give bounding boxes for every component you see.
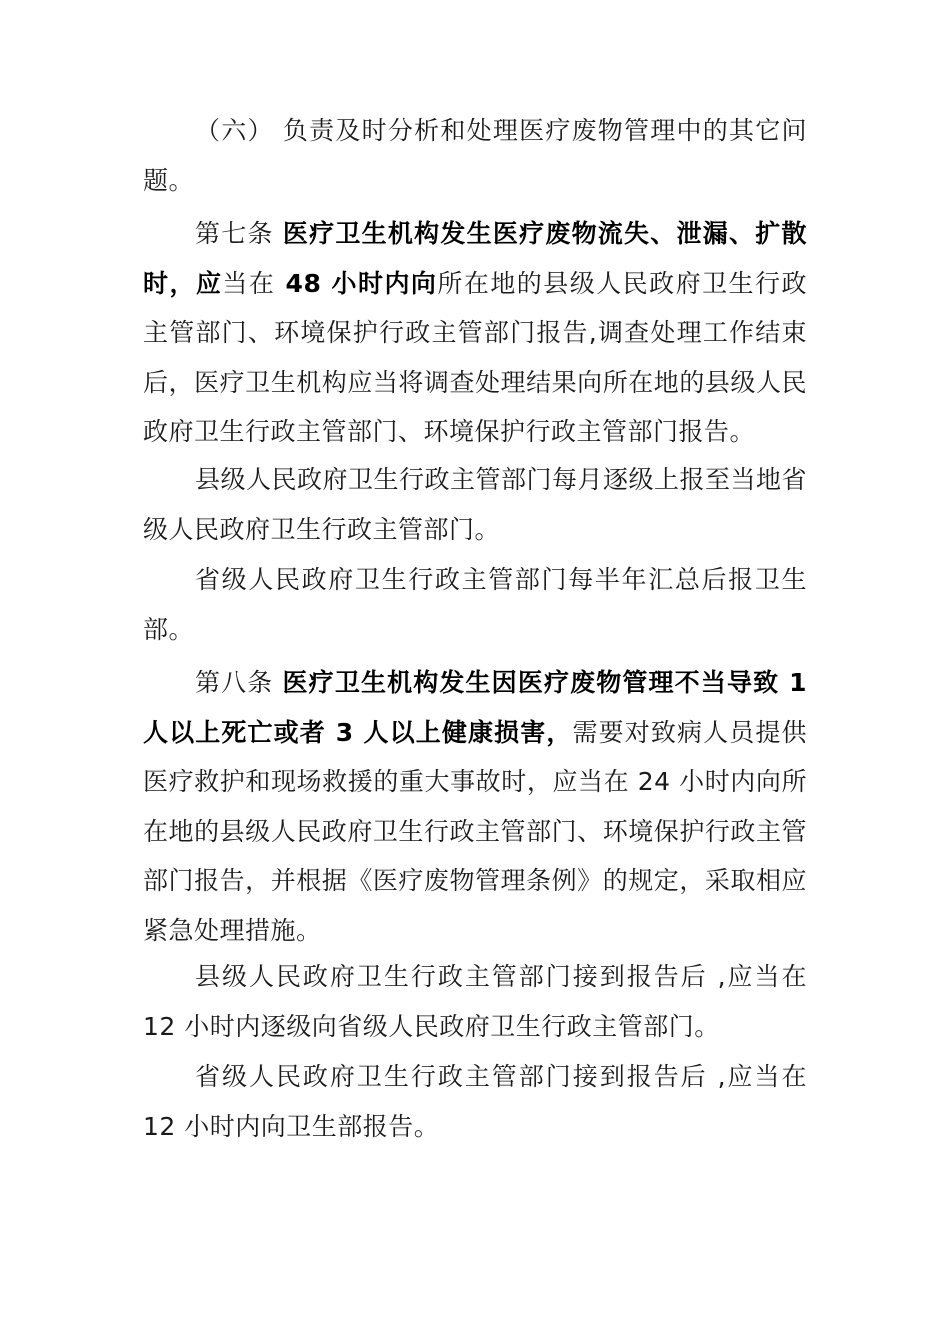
article-8-county-paragraph — [143, 952, 807, 1051]
paragraph-item-6 — [143, 106, 807, 205]
paragraph-text: 需要对致病人员提供医疗救护和现场救援的重大事故时，应当在 24 小时内向所在地的县级人民政府卫生行政主管部门、环境保护行政主管部门报告，并根据《医疗废物管理条例》的规定，采取相应紧急处理措施。 — [143, 717, 807, 945]
paragraph-text: 县级人民政府卫生行政主管部门每月逐级上报至当地省级人民政府卫生行政主管部门。 — [143, 465, 808, 544]
article-number: 第八条 — [195, 668, 283, 697]
article-number: 第七条 — [195, 219, 283, 248]
paragraph-text: 省级人民政府卫生行政主管部门每半年汇总后报卫生部。 — [143, 565, 807, 644]
paragraph-text: （六） 负责及时分析和处理医疗废物管理中的其它问题。 — [143, 116, 807, 195]
article-emphasis: 医疗卫生机构发生医疗废物流失、泄漏、扩散时，应 — [143, 219, 807, 298]
article-emphasis: 医疗卫生机构发生因医疗废物管理不当导致 1 人以上死亡或者 3 人以上健康损害， — [143, 668, 807, 747]
paragraph-text: 省级人民政府卫生行政主管部门接到报告后 ,应当在 12 小时内向卫生部报告。 — [143, 1062, 807, 1141]
article-7-province-paragraph — [143, 555, 807, 654]
article-8-province-paragraph — [143, 1052, 807, 1151]
article-7-county-paragraph — [143, 455, 807, 554]
paragraph-text: 当在 — [222, 268, 276, 298]
article-8-paragraph — [143, 658, 807, 955]
paragraph-text: 县级人民政府卫生行政主管部门接到报告后 ,应当在 12 小时内逐级向省级人民政府卫生行政主管部门。 — [143, 962, 807, 1041]
article-7-paragraph — [143, 209, 807, 457]
article-emphasis-deadline: 48 小时内向 — [275, 268, 438, 298]
paragraph-text: 所在地的县级人民政府卫生行政主管部门、环境保护行政主管部门报告,调查处理工作结束后，医疗卫生机构应当将调查处理结果向所在地的县级人民政府卫生行政主管部门、环境保护行政主管部门报告。 — [143, 268, 807, 446]
